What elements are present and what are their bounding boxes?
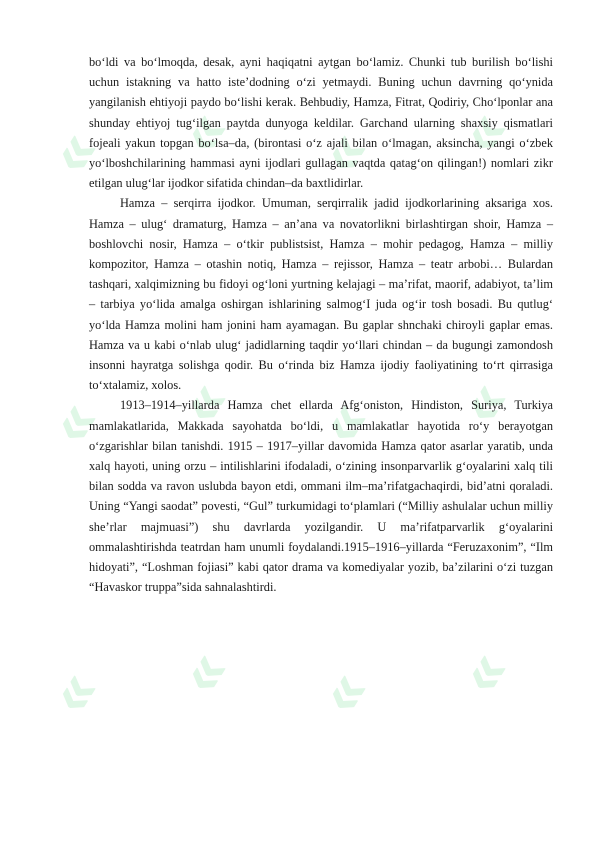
watermark-mark: « [32,117,113,187]
watermark-mark: « [442,97,523,167]
watermark-mark: « [32,657,113,727]
watermark-mark: « [302,387,383,457]
watermark-mark: « [32,387,113,457]
watermark-mark: « [302,117,383,187]
watermark-mark: « [302,657,383,727]
watermark-mark: « [162,367,243,437]
watermark-mark: « [442,367,523,437]
watermark-mark: « [442,637,523,707]
watermark-mark: « [162,637,243,707]
paragraph-2: Hamza – serqirra ijodkor. Umuman, serqirralik jadid ijodkorlarining aksariga xos. Hamza – ulug‘ dramaturg, Hamza – an’ana va novatorlikni birlashtirgan shoir, Hamza – boshlovchi nosir, Hamza – o‘tkir publistsist, Hamza – mohir pedagog, Hamza – milliy kompozitor, Hamza – otashin notiq, Hamza – rejissor, Hamza – teatr arbobi… Bulardan tashqari, xalqimizning bu fidoyi og‘loni yurtning kelajagi – ma’rifat, maorif, adabiyot, ta’lim – tarbiya yo‘lida amalga oshirgan ishlarining salmog‘I juda og‘ir tosh bosadi. Bu qutlug‘ yo‘lda Hamza molini ham jonini ham ayamagan. Bu gaplar shnchaki chiroyli gaplar emas. Hamza va u kabi o‘nlab ulug‘ jadidlarning taqdir yo‘llari chindan – da bugungi zamondosh insonni hayratga solishga qodir. Bu o‘rinda biz Hamza ijodiy faoliyatining to‘rt qirrasiga to‘xtalamiz, xolos. [89,196,553,393]
watermark-mark: « [162,97,243,167]
body-text [89,52,553,597]
paragraph-3: 1913–1914–yillarda Hamza chet ellarda Afg‘oniston, Hindiston, Suriya, Turkiya mamlakatlarida, Makkada sayohatda bo‘ldi, u mamlakatlar hayotida ro‘y berayotgan o‘zgarishlar bilan tanishdi. 1915 – 1917–yillar davomida Hamza qator asarlar yaratib, unda xalq hayoti, uning orzu – intilishlarini ifodaladi, o‘zining insonparvarlik g‘oyalarini xalq tili bilan sodda va ravon uslubda bayon etdi, ommani ilm–ma’rifatgachaqirdi, bid’atni qoraladi. Uning “Yangi saodat” povesti, “Gul” turkumidagi to‘plamlari (“Milliy ashulalar uchun milliy she’rlar majmuasi”) shu davrlarda yozilgandir. U ma’rifatparvarlik g‘oyalarini ommalashtirishda teatrdan ham unumli foydalandi.1915–1916–yillarda “Feruzaxonim”, “Ilm hidoyati”, “Loshman fojiasi” kabi qator drama va komediyalar yozib, ba’zilarini o‘zi tuzgan “Havaskor truppa”sida sahnalashtirdi. [89,398,553,595]
paragraph-1: bo‘ldi va bo‘lmoqda, desak, ayni haqiqatni aytgan bo‘lamiz. Chunki tub burilish bo‘lishi uchun istakning va hatto iste’dodning o‘zi yetmaydi. Buning uchun davrning qo‘ynida yangilanish ehtiyoji paydo bo‘lishi kerak. Behbudiy, Hamza, Fitrat, Qodiriy, Cho‘lponlar ana shunday ehtiyoj tug‘ilgan paytda dunyoga keldilar. Garchand ularning shaxsiy qismatlari fojeali yakun topgan bo‘lsa–da, (birontasi o‘z ajali bilan o‘lmagan, aksincha, yangi o‘zbek yo‘lboshchilarining hammasi ayni ijodlari gullagan vaqtda qatag‘on qilingan!) nomlari zikr etilgan ulug‘lar ijodkor sifatida chindan–da baxtlidirlar. [89,55,553,191]
